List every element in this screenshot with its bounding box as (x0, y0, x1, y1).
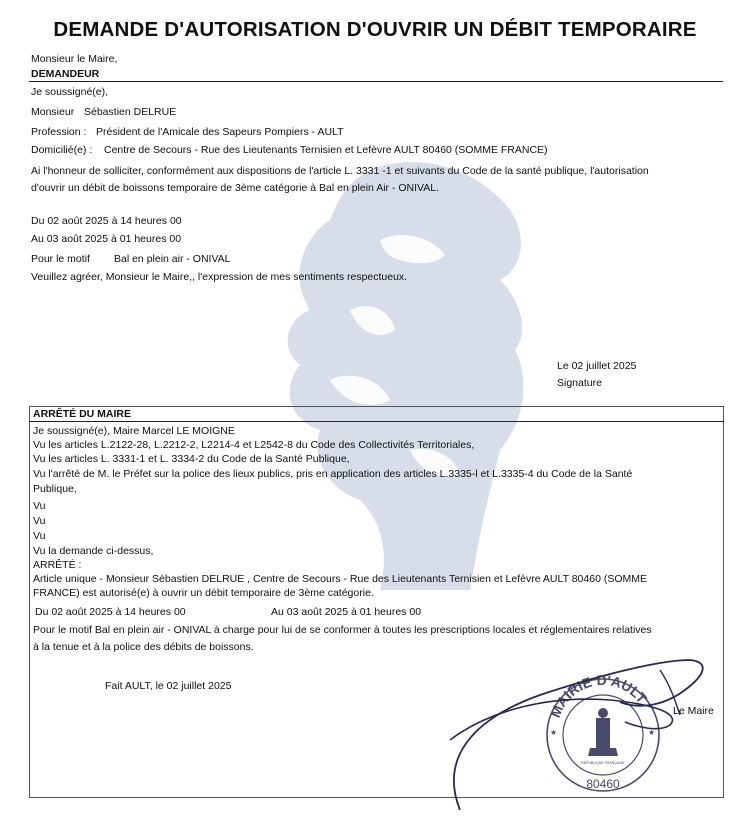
demandeur-rule (29, 81, 723, 82)
au-date: Au 03 août 2025 à 01 heures 00 (31, 233, 182, 245)
request-date: Le 02 juillet 2025 (557, 360, 637, 372)
arrete-line: ARRÊTÉ : (33, 559, 82, 571)
request-text-line2: d'ouvrir un débit de boissons temporaire de 3ème catégorie à Bal en plein Air - ONIVAL. (31, 182, 440, 194)
domicile-label: Domicilié(e) : (31, 144, 93, 156)
arrete-line: Vu (33, 500, 46, 512)
arrete-du-date: Du 02 août 2025 à 14 heures 00 (35, 606, 186, 618)
arrete-line: Vu les articles L.2122-28, L.2212-2, L2214-4 et L2542-8 du Code des Collectivités Territoriales, (33, 439, 475, 451)
svg-text:★: ★ (550, 728, 558, 737)
arrete-au-date: Au 03 août 2025 à 01 heures 00 (271, 606, 422, 618)
arrete-heading: ARRÊTÉ DU MAIRE (33, 408, 132, 420)
arrete-motif-line1: Pour le motif Bal en plein air - ONIVAL à charge pour lui de se conformer à toutes les prescriptions locales et réglementaires relatives (33, 624, 652, 636)
arrete-line: Publique, (33, 483, 77, 495)
arrete-line: Vu la demande ci-dessus, (33, 545, 154, 557)
profession-label: Profession : (31, 126, 87, 138)
request-text-line1: Ai l'honneur de solliciter, conformément aux dispositions de l'article L. 3331 -1 et suivants du Code de la santé publique, l'autorisation (31, 165, 649, 177)
arrete-line: Je soussigné(e), Maire Marcel LE MOIGNE (33, 425, 235, 437)
demandeur-heading: DEMANDEUR (31, 68, 100, 80)
demandeur-name: Sébastien DELRUE (84, 106, 177, 118)
du-date: Du 02 août 2025 à 14 heures 00 (31, 215, 182, 227)
monsieur-label: Monsieur (31, 106, 75, 118)
arrete-line: Vu les articles L. 3331-1 et L. 3334-2 du Code de la Santé Publique, (33, 453, 350, 465)
arrete-line: Vu (33, 515, 46, 527)
motif-value: Bal en plein air - ONIVAL (114, 253, 231, 265)
page-title: DEMANDE D'AUTORISATION D'OUVRIR UN DÉBIT TEMPORAIRE (53, 18, 697, 41)
soussigne-text: Je soussigné(e), (31, 86, 109, 98)
mayor-signature-icon (430, 640, 730, 820)
stamp-top-text: MAIRIE D'AULT (546, 671, 651, 720)
closing-text: Veuillez agréer, Monsieur le Maire,, l'expression de mes sentiments respectueux. (31, 271, 408, 283)
arrete-line: Article unique - Monsieur Sébastien DELRUE , Centre de Secours - Rue des Lieutenants Ternisien et Lefèvre AULT 80460 (SOMME (33, 573, 647, 585)
svg-text:★: ★ (648, 728, 656, 737)
arrete-motif-line2: à la tenue et à la police des débits de boissons. (33, 641, 254, 653)
salutation: Monsieur le Maire, (31, 53, 118, 65)
motif-label: Pour le motif (31, 253, 90, 265)
stamp-bottom-text: 80460 (586, 777, 620, 791)
arrete-rule (29, 421, 724, 422)
fait-text: Fait AULT, le 02 juillet 2025 (105, 680, 232, 692)
arrete-line: FRANCE) est autorisé(e) à ouvrir un débit temporaire de 3ème catégorie. (33, 587, 374, 599)
le-maire-label: Le Maire (673, 705, 714, 717)
profession-value: Président de l'Amicale des Sapeurs Pompiers - AULT (96, 126, 344, 138)
domicile-value: Centre de Secours - Rue des Lieutenants Ternisien et Lefèvre AULT 80460 (SOMME FRANCE) (104, 144, 548, 156)
stamp-small-text: RÉPUBLIQUE FRANÇAISE (581, 761, 625, 765)
signature-label: Signature (557, 377, 602, 389)
arrete-line: Vu (33, 530, 46, 542)
arrete-line: Vu l'arrêté de M. le Préfet sur la police des lieux publics, pris en application des articles L.3335-l et L.3335-4 du Code de la Santé (33, 468, 633, 480)
